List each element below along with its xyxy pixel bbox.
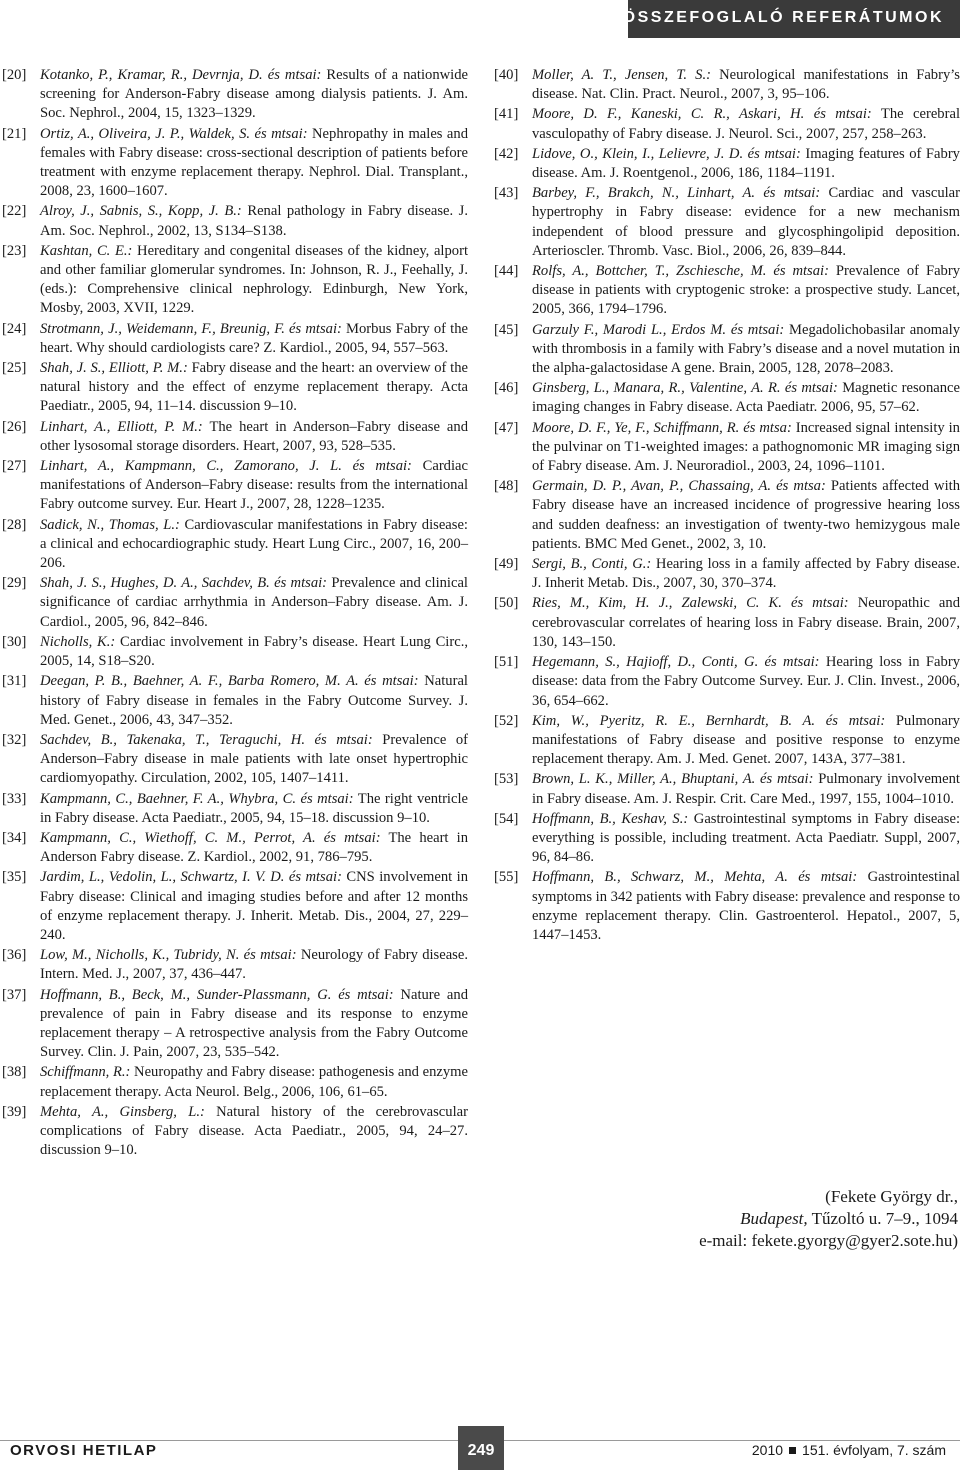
- page-footer: [0, 1426, 960, 1470]
- reference-item: [494, 868, 960, 945]
- reference-item: [494, 321, 960, 379]
- reference-column-left: [2, 66, 468, 1161]
- reference-item: [494, 555, 960, 593]
- reference-item: [494, 653, 960, 711]
- reference-authors: Deegan, P. B., Baehner, A. F., Barba Romero, M. A. és mtsai:: [40, 673, 419, 690]
- reference-authors: Brown, L. K., Miller, A., Bhuptani, A. és mtsai:: [532, 771, 814, 788]
- reference-authors: Sergi, B., Conti, G.:: [532, 556, 652, 573]
- reference-number: [37]: [2, 986, 27, 1003]
- reference-item: [2, 202, 468, 240]
- reference-number: [42]: [494, 145, 519, 162]
- reference-body: [40, 986, 468, 1063]
- reference-body: [532, 594, 960, 652]
- author-address: [494, 1186, 958, 1252]
- reference-body: [532, 145, 960, 183]
- reference-number: [50]: [494, 595, 519, 612]
- reference-text: Renal pathology in Fabry disease. J. Am. Soc. Nephrol., 2002, 13, S134–S138.: [40, 203, 468, 239]
- reference-item: [2, 672, 468, 730]
- reference-item: [2, 125, 468, 202]
- reference-item: [2, 1103, 468, 1161]
- reference-item: [494, 262, 960, 320]
- reference-body: [532, 184, 960, 261]
- reference-body: [532, 477, 960, 554]
- reference-number: [20]: [2, 67, 27, 83]
- reference-text: Cardiac involvement in Fabry’s disease. Heart Lung Circ., 2005, 14, S18–S20.: [40, 633, 468, 670]
- author-name: (Fekete György dr.,: [825, 1187, 958, 1206]
- reference-number: [48]: [494, 478, 519, 495]
- reference-authors: Hoffmann, B., Keshav, S.:: [532, 810, 689, 827]
- author-address-line: [494, 1208, 958, 1230]
- reference-text: Neuropathy and Fabry disease: pathogenesis and enzyme replacement therapy. Acta Neurol. Belg., 2006, 106, 61–65.: [40, 1064, 468, 1100]
- reference-body: [40, 1103, 468, 1161]
- reference-body: [532, 105, 960, 143]
- reference-text: Patients affected with Fabry disease have an increased incidence of progressive hearing loss and sudden deafness: an investigation of twenty-two hemizygous male patients. BMC Med Genet., 2002, 3, 10.: [532, 478, 960, 552]
- reference-text: Hereditary and congenital diseases of the kidney, alport and other familiar glomerular syndromes. In: Johnson, R. J., Feehally, J. (eds.): Comprehensive clinical nephrology. Edinburgh, New York, Mosby, 2003, XVII, 1229.: [40, 242, 468, 317]
- issue-volume: 151. évfolyam, 7. szám: [802, 1442, 946, 1458]
- reference-authors: Linhart, A., Elliott, P. M.:: [40, 418, 203, 435]
- reference-body: [40, 829, 468, 867]
- reference-text: Gastrointestinal symptoms in Fabry disease: everything is possible, including treatment. Acta Paediatr. Suppl, 2007, 96, 84–86.: [532, 810, 960, 866]
- reference-item: [2, 868, 468, 945]
- reference-number: [54]: [494, 810, 519, 827]
- reference-authors: Hegemann, S., Hajioff, D., Conti, G. és mtsai:: [532, 654, 820, 671]
- reference-text: Nephropathy in males and females with Fabry disease: cross-sectional description of patients before treatment with enzyme replacement therapy. Nephrol. Dial. Transplant., 2008, 23, 1600–1607.: [40, 125, 468, 200]
- reference-authors: Kashtan, C. E.:: [40, 242, 133, 259]
- reference-body: [40, 731, 468, 789]
- reference-item: [2, 516, 468, 574]
- reference-authors: Alroy, J., Sabnis, S., Kopp, J. B.:: [40, 203, 242, 220]
- page-number: 249: [467, 1442, 495, 1459]
- reference-text: The cerebral vasculopathy of Fabry disease. J. Neurol. Sci., 2007, 257, 258–263.: [532, 106, 960, 142]
- reference-number: [21]: [2, 125, 27, 142]
- reference-body: [40, 633, 468, 671]
- reference-item: [2, 731, 468, 789]
- reference-authors: Kampmann, C., Wiethoff, C. M., Perrot, A. és mtsai:: [40, 829, 381, 846]
- section-title: ÖSSZEFOGLALÓ REFERÁTUMOK: [622, 9, 944, 26]
- reference-authors: Ries, M., Kim, H. J., Zalewski, C. K. és mtsai:: [532, 595, 849, 612]
- reference-number: [28]: [2, 516, 27, 533]
- reference-number: [49]: [494, 556, 519, 573]
- reference-number: [44]: [494, 263, 519, 280]
- reference-text: Natural history of the cerebrovascular complications of Fabry disease. Acta Paediatr., 2005, 94, 24–27. discussion 9–10.: [40, 1103, 468, 1159]
- separator-square: [789, 1447, 796, 1454]
- reference-authors: Shah, J. S., Elliott, P. M.:: [40, 360, 188, 377]
- reference-number: [35]: [2, 869, 27, 886]
- reference-body: [40, 125, 468, 202]
- reference-item: [2, 574, 468, 632]
- reference-authors: Lidove, O., Klein, I., Lelievre, J. D. és mtsai:: [532, 145, 801, 162]
- reference-column-right: [494, 66, 960, 946]
- reference-item: [494, 477, 960, 554]
- reference-item: [494, 105, 960, 143]
- reference-text: Neurology of Fabry disease. Intern. Med. J., 2007, 37, 436–447.: [40, 947, 468, 983]
- reference-authors: Barbey, F., Brakch, N., Linhart, A. és mtsai:: [532, 185, 821, 202]
- reference-item: [2, 359, 468, 417]
- reference-number: [47]: [494, 419, 519, 436]
- reference-body: [532, 868, 960, 945]
- reference-number: [24]: [2, 320, 27, 337]
- reference-body: [40, 790, 468, 828]
- reference-number: [53]: [494, 771, 519, 788]
- reference-text: Morbus Fabry of the heart. Why should cardiologists care? Z. Kardiol., 2005, 94, 557–563.: [40, 320, 468, 356]
- journal-name: ORVOSI HETILAP: [10, 1442, 158, 1459]
- reference-number: [31]: [2, 673, 27, 690]
- reference-body: [40, 66, 468, 124]
- reference-body: [40, 946, 468, 984]
- reference-item: [2, 1063, 468, 1101]
- reference-number: [38]: [2, 1064, 27, 1081]
- reference-text: The right ventricle in Fabry disease. Acta Paediatr., 2005, 94, 15–18. discussion 9–10.: [40, 790, 468, 826]
- reference-text: Pulmonary involvement in Fabry disease. Am. J. Respir. Crit. Care Med., 1997, 155, 1004–1010.: [532, 771, 960, 807]
- reference-number: [45]: [494, 321, 519, 338]
- author-street: Tűzoltó u. 7–9., 1094: [807, 1209, 958, 1228]
- reference-number: [52]: [494, 712, 519, 729]
- reference-item: [2, 320, 468, 358]
- reference-body: [532, 810, 960, 868]
- reference-body: [40, 418, 468, 456]
- reference-authors: Hoffmann, B., Schwarz, M., Mehta, A. és mtsai:: [532, 869, 858, 886]
- reference-body: [532, 379, 960, 417]
- reference-body: [40, 320, 468, 358]
- reference-text: Imaging features of Fabry disease. Am. J. Roentgenol., 2006, 186, 1184–1191.: [532, 145, 960, 182]
- reference-text: Prevalence of Anderson–Fabry disease in male patients with late onset hypertrophic cardiomyopathy. Circulation, 2002, 105, 1407–1411.: [40, 731, 468, 787]
- reference-body: [532, 770, 960, 808]
- reference-number: [27]: [2, 458, 27, 475]
- reference-item: [2, 829, 468, 867]
- reference-item: [2, 418, 468, 456]
- reference-item: [2, 457, 468, 515]
- reference-number: [32]: [2, 731, 27, 748]
- reference-number: [51]: [494, 654, 519, 671]
- reference-item: [494, 712, 960, 770]
- reference-text: Cardiac and vascular hypertrophy in Fabry disease: evidence for a new mechanism independent of blood pressure and glycosphingolipid deposition. Arterioscler. Thromb. Vasc. Biol., 2006, 26, 839–844.: [532, 185, 960, 259]
- reference-number: [30]: [2, 633, 27, 650]
- reference-text: The heart in Anderson Fabry disease. Z. Kardiol., 2002, 91, 786–795.: [40, 829, 468, 866]
- reference-item: [494, 66, 960, 104]
- reference-text: Hearing loss in Fabry disease: data from the Fabry Outcome Survey. Eur. J. Clin. Invest., 2006, 36, 654–662.: [532, 654, 960, 709]
- reference-number: [29]: [2, 575, 27, 592]
- reference-number: [26]: [2, 418, 27, 435]
- reference-number: [33]: [2, 790, 27, 807]
- reference-item: [494, 379, 960, 417]
- reference-authors: Linhart, A., Kampmann, C., Zamorano, J. L. és mtsai:: [40, 458, 412, 475]
- reference-body: [40, 868, 468, 945]
- reference-text: Cardiovascular manifestations in Fabry disease: a clinical and echocardiographic study. Heart Lung Circ., 2007, 16, 200–206.: [40, 516, 468, 572]
- author-city: Budapest,: [740, 1209, 808, 1228]
- reference-text: Results of a nationwide screening for Anderson-Fabry disease among dialysis patients. J. Am. Soc. Nephrol., 2004, 15, 1323–1329.: [40, 67, 468, 122]
- reference-number: [41]: [494, 106, 519, 123]
- reference-authors: Ginsberg, L., Manara, R., Valentine, A. R. és mtsai:: [532, 380, 838, 397]
- reference-number: [34]: [2, 829, 27, 846]
- reference-number: [36]: [2, 947, 27, 964]
- reference-item: [494, 184, 960, 261]
- reference-text: The heart in Anderson–Fabry disease and other lysosomal storage disorders. Heart, 2007, 93, 528–535.: [40, 418, 468, 454]
- reference-body: [532, 419, 960, 477]
- reference-body: [40, 1063, 468, 1101]
- reference-item: [494, 145, 960, 183]
- reference-text: Pulmonary manifestations of Fabry disease and positive response to enzyme replacement therapy. Am. J. Med. Genet. 2007, 143A, 377–381.: [532, 712, 960, 768]
- reference-item: [494, 770, 960, 808]
- reference-authors: Schiffmann, R.:: [40, 1064, 131, 1081]
- reference-item: [2, 790, 468, 828]
- reference-body: [532, 653, 960, 711]
- reference-body: [532, 66, 960, 104]
- reference-text: Prevalence of Fabry disease in patients with cryptogenic stroke: a prospective study. Lancet, 2005, 366, 1794–1796.: [532, 263, 960, 318]
- reference-text: Nature and prevalence of pain in Fabry disease and its response to enzyme replacement therapy – A retrospective analysis from the Fabry Outcome Survey. Clin. J. Pain, 2007, 23, 535–542.: [40, 986, 468, 1061]
- reference-number: [46]: [494, 380, 519, 397]
- reference-authors: Kampmann, C., Baehner, F. A., Whybra, C. és mtsai:: [40, 790, 354, 807]
- reference-body: [532, 712, 960, 770]
- reference-authors: Kim, W., Pyeritz, R. E., Bernhardt, B. A. és mtsai:: [532, 712, 886, 729]
- reference-authors: Shah, J. S., Hughes, D. A., Sachdev, B. és mtsai:: [40, 575, 328, 592]
- reference-text: Magnetic resonance imaging changes in Fabry disease. Acta Paediatr. 2006, 95, 57–62.: [532, 380, 960, 416]
- reference-body: [40, 516, 468, 574]
- page-header: [0, 0, 960, 38]
- reference-authors: Low, M., Nicholls, K., Tubridy, N. és mtsai:: [40, 947, 297, 964]
- reference-text: Hearing loss in a family affected by Fabry disease. J. Inherit Metab. Dis., 2007, 30, 370–374.: [532, 556, 960, 592]
- reference-authors: Mehta, A., Ginsberg, L.:: [40, 1103, 205, 1120]
- reference-item: [2, 242, 468, 319]
- reference-item: [2, 66, 468, 124]
- reference-authors: Jardim, L., Vedolin, L., Schwartz, I. V. D. és mtsai:: [40, 869, 342, 886]
- reference-authors: Moore, D. F., Kaneski, C. R., Askari, H. és mtsai:: [532, 106, 872, 123]
- reference-text: Increased signal intensity in the pulvinar on T1-weighted images: a pathognomonic MR imaging sign of Fabry disease. Am. J. Neuroradiol., 2003, 24, 1096–1101.: [532, 419, 960, 475]
- reference-authors: Kotanko, P., Kramar, R., Devrnja, D. és mtsai:: [40, 67, 322, 83]
- reference-text: CNS involvement in Fabry disease: Clinical and imaging studies before and after 12 months of enzyme replacement therapy. J. Inherit. Metab. Dis., 2004, 27, 229–240.: [40, 869, 468, 943]
- reference-number: [25]: [2, 360, 27, 377]
- reference-authors: Rolfs, A., Bottcher, T., Zschiesche, M. és mtsai:: [532, 263, 829, 280]
- reference-authors: Sadick, N., Thomas, L.:: [40, 516, 180, 533]
- reference-number: [40]: [494, 67, 519, 83]
- reference-text: Gastrointestinal symptoms in 342 patients with Fabry disease: prevalence and response to enzyme replacement therapy. Clin. Gastroenterol. Hepatol., 2007, 5, 1447–1453.: [532, 869, 960, 943]
- reference-item: [2, 946, 468, 984]
- reference-text: Prevalence and clinical significance of cardiac arrhythmia in Anderson–Fabry disease. Am. J. Cardiol., 2005, 96, 842–846.: [40, 575, 468, 630]
- reference-number: [23]: [2, 242, 27, 259]
- reference-authors: Germain, D. P., Avan, P., Chassaing, A. és mtsa:: [532, 478, 826, 495]
- reference-number: [43]: [494, 185, 519, 202]
- reference-text: Neuropathic and cerebrovascular correlates of hearing loss in Fabry disease. Brain, 2007, 130, 143–150.: [532, 595, 960, 650]
- reference-body: [40, 359, 468, 417]
- reference-number: [22]: [2, 203, 27, 220]
- reference-item: [494, 594, 960, 652]
- reference-authors: Moore, D. F., Ye, F., Schiffmann, R. és mtsa:: [532, 419, 792, 436]
- reference-body: [532, 321, 960, 379]
- reference-authors: Nicholls, K.:: [40, 633, 116, 650]
- reference-item: [2, 986, 468, 1063]
- reference-body: [40, 457, 468, 515]
- reference-text: Neurological manifestations in Fabry’s disease. Nat. Clin. Pract. Neurol., 2007, 3, 95–106.: [532, 67, 960, 103]
- reference-body: [532, 555, 960, 593]
- reference-authors: Strotmann, J., Weidemann, F., Breunig, F. és mtsai:: [40, 320, 342, 337]
- author-email: e-mail: fekete.gyorgy@gyer2.sote.hu): [699, 1231, 958, 1250]
- reference-text: Fabry disease and the heart: an overview of the natural history and the effect of enzyme replacement therapy. Acta Paediatr., 2005, 94, 11–14. discussion 9–10.: [40, 360, 468, 415]
- reference-body: [40, 202, 468, 240]
- issue-info: [752, 1442, 946, 1458]
- reference-authors: Garzuly F., Marodi L., Erdos M. és mtsai:: [532, 321, 785, 338]
- reference-authors: Hoffmann, B., Beck, M., Sunder-Plassmann, G. és mtsai:: [40, 986, 394, 1003]
- reference-item: [2, 633, 468, 671]
- reference-item: [494, 810, 960, 868]
- reference-authors: Sachdev, B., Takenaka, T., Teraguchi, H. és mtsai:: [40, 731, 373, 748]
- issue-year: 2010: [751, 1442, 784, 1458]
- reference-body: [40, 574, 468, 632]
- reference-authors: Moller, A. T., Jensen, T. S.:: [532, 67, 711, 83]
- reference-number: [55]: [494, 869, 519, 886]
- reference-body: [40, 672, 468, 730]
- reference-text: Natural history of Fabry disease in females in the Fabry Outcome Survey. J. Med. Genet., 2006, 43, 347–352.: [40, 673, 468, 728]
- reference-text: Megadolichobasilar anomaly with thrombosis in a family with Fabry’s disease and a novel mutation in the alpha-galactosidase A gene. Brain, 2005, 128, 2078–2083.: [532, 321, 960, 377]
- reference-authors: Ortiz, A., Oliveira, J. P., Waldek, S. és mtsai:: [40, 125, 308, 142]
- reference-item: [494, 419, 960, 477]
- reference-body: [40, 242, 468, 319]
- reference-number: [39]: [2, 1103, 27, 1120]
- reference-text: Cardiac manifestations of Anderson–Fabry disease: results from the international Fabry outcome survey. Eur. Heart J., 2007, 28, 1228–1235.: [40, 458, 468, 513]
- page-number-box: [458, 1426, 504, 1470]
- reference-body: [532, 262, 960, 320]
